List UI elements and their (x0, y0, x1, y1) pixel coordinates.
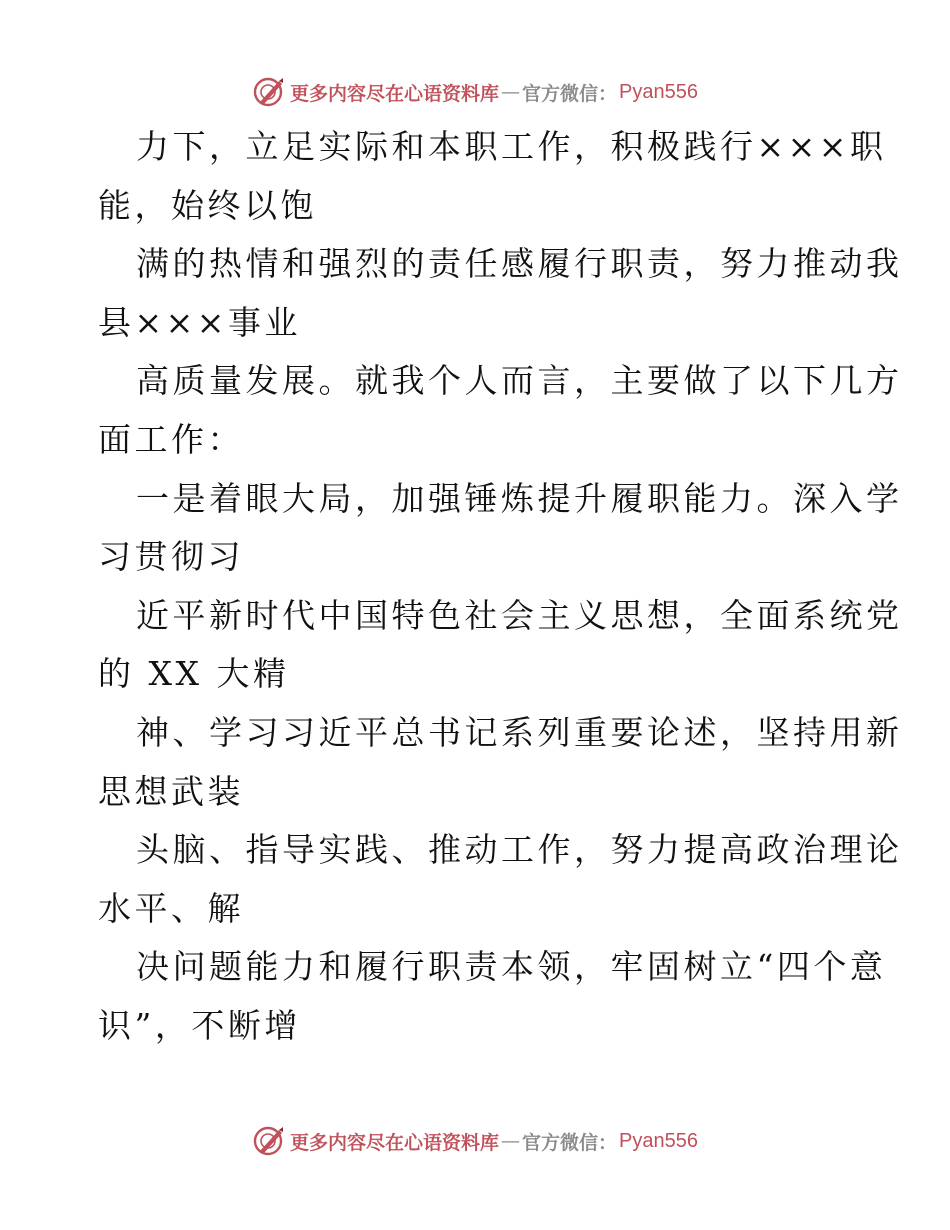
body-line: 的 XX 大精 (98, 654, 290, 694)
body-line: 县×××事业 (98, 302, 301, 342)
body-line: 满的热情和强烈的责任感履行职责，努力推动我 (136, 244, 903, 284)
pen-quill-logo-icon (252, 1124, 286, 1158)
body-line: 水平、解 (98, 888, 244, 928)
watermark-dash: — (501, 1130, 521, 1152)
watermark-wechat-label: 官方微信： (522, 82, 618, 105)
watermark-wechat-id: Pyan556 (619, 80, 698, 103)
body-line: 能，始终以饱 (98, 185, 317, 225)
body-line: 思想武装 (98, 771, 244, 811)
body-line: 高质量发展。就我个人而言，主要做了以下几方 (136, 361, 903, 401)
watermark-brand-text: 更多内容尽在心语资料库 (290, 1131, 500, 1154)
document-body (98, 118, 903, 1056)
body-line: 头脑、指导实践、推动工作，努力提高政治理论 (136, 830, 903, 870)
body-line: 一是着眼大局，加强锤炼提升履职能力。深入学 (136, 478, 903, 518)
body-line: 力下，立足实际和本职工作，积极践行×××职 (136, 127, 887, 166)
body-line: 面工作： (98, 419, 244, 459)
watermark-dash: — (501, 81, 521, 103)
body-line: 习贯彻习 (98, 537, 244, 577)
watermark-brand-text: 更多内容尽在心语资料库 (290, 82, 500, 105)
body-line: 决问题能力和履行职责本领，牢固树立“四个意 (136, 947, 887, 987)
body-line: 近平新时代中国特色社会主义思想，全面系统党 (136, 595, 903, 635)
watermark-wechat-id: Pyan556 (619, 1129, 698, 1152)
footer-watermark (0, 1121, 950, 1161)
body-line: 识”，不断增 (98, 1005, 301, 1045)
pen-quill-logo-icon (252, 75, 286, 109)
header-watermark (0, 72, 950, 112)
watermark-wechat-label: 官方微信： (522, 1131, 618, 1154)
body-line: 神、学习习近平总书记系列重要论述，坚持用新 (136, 712, 903, 752)
